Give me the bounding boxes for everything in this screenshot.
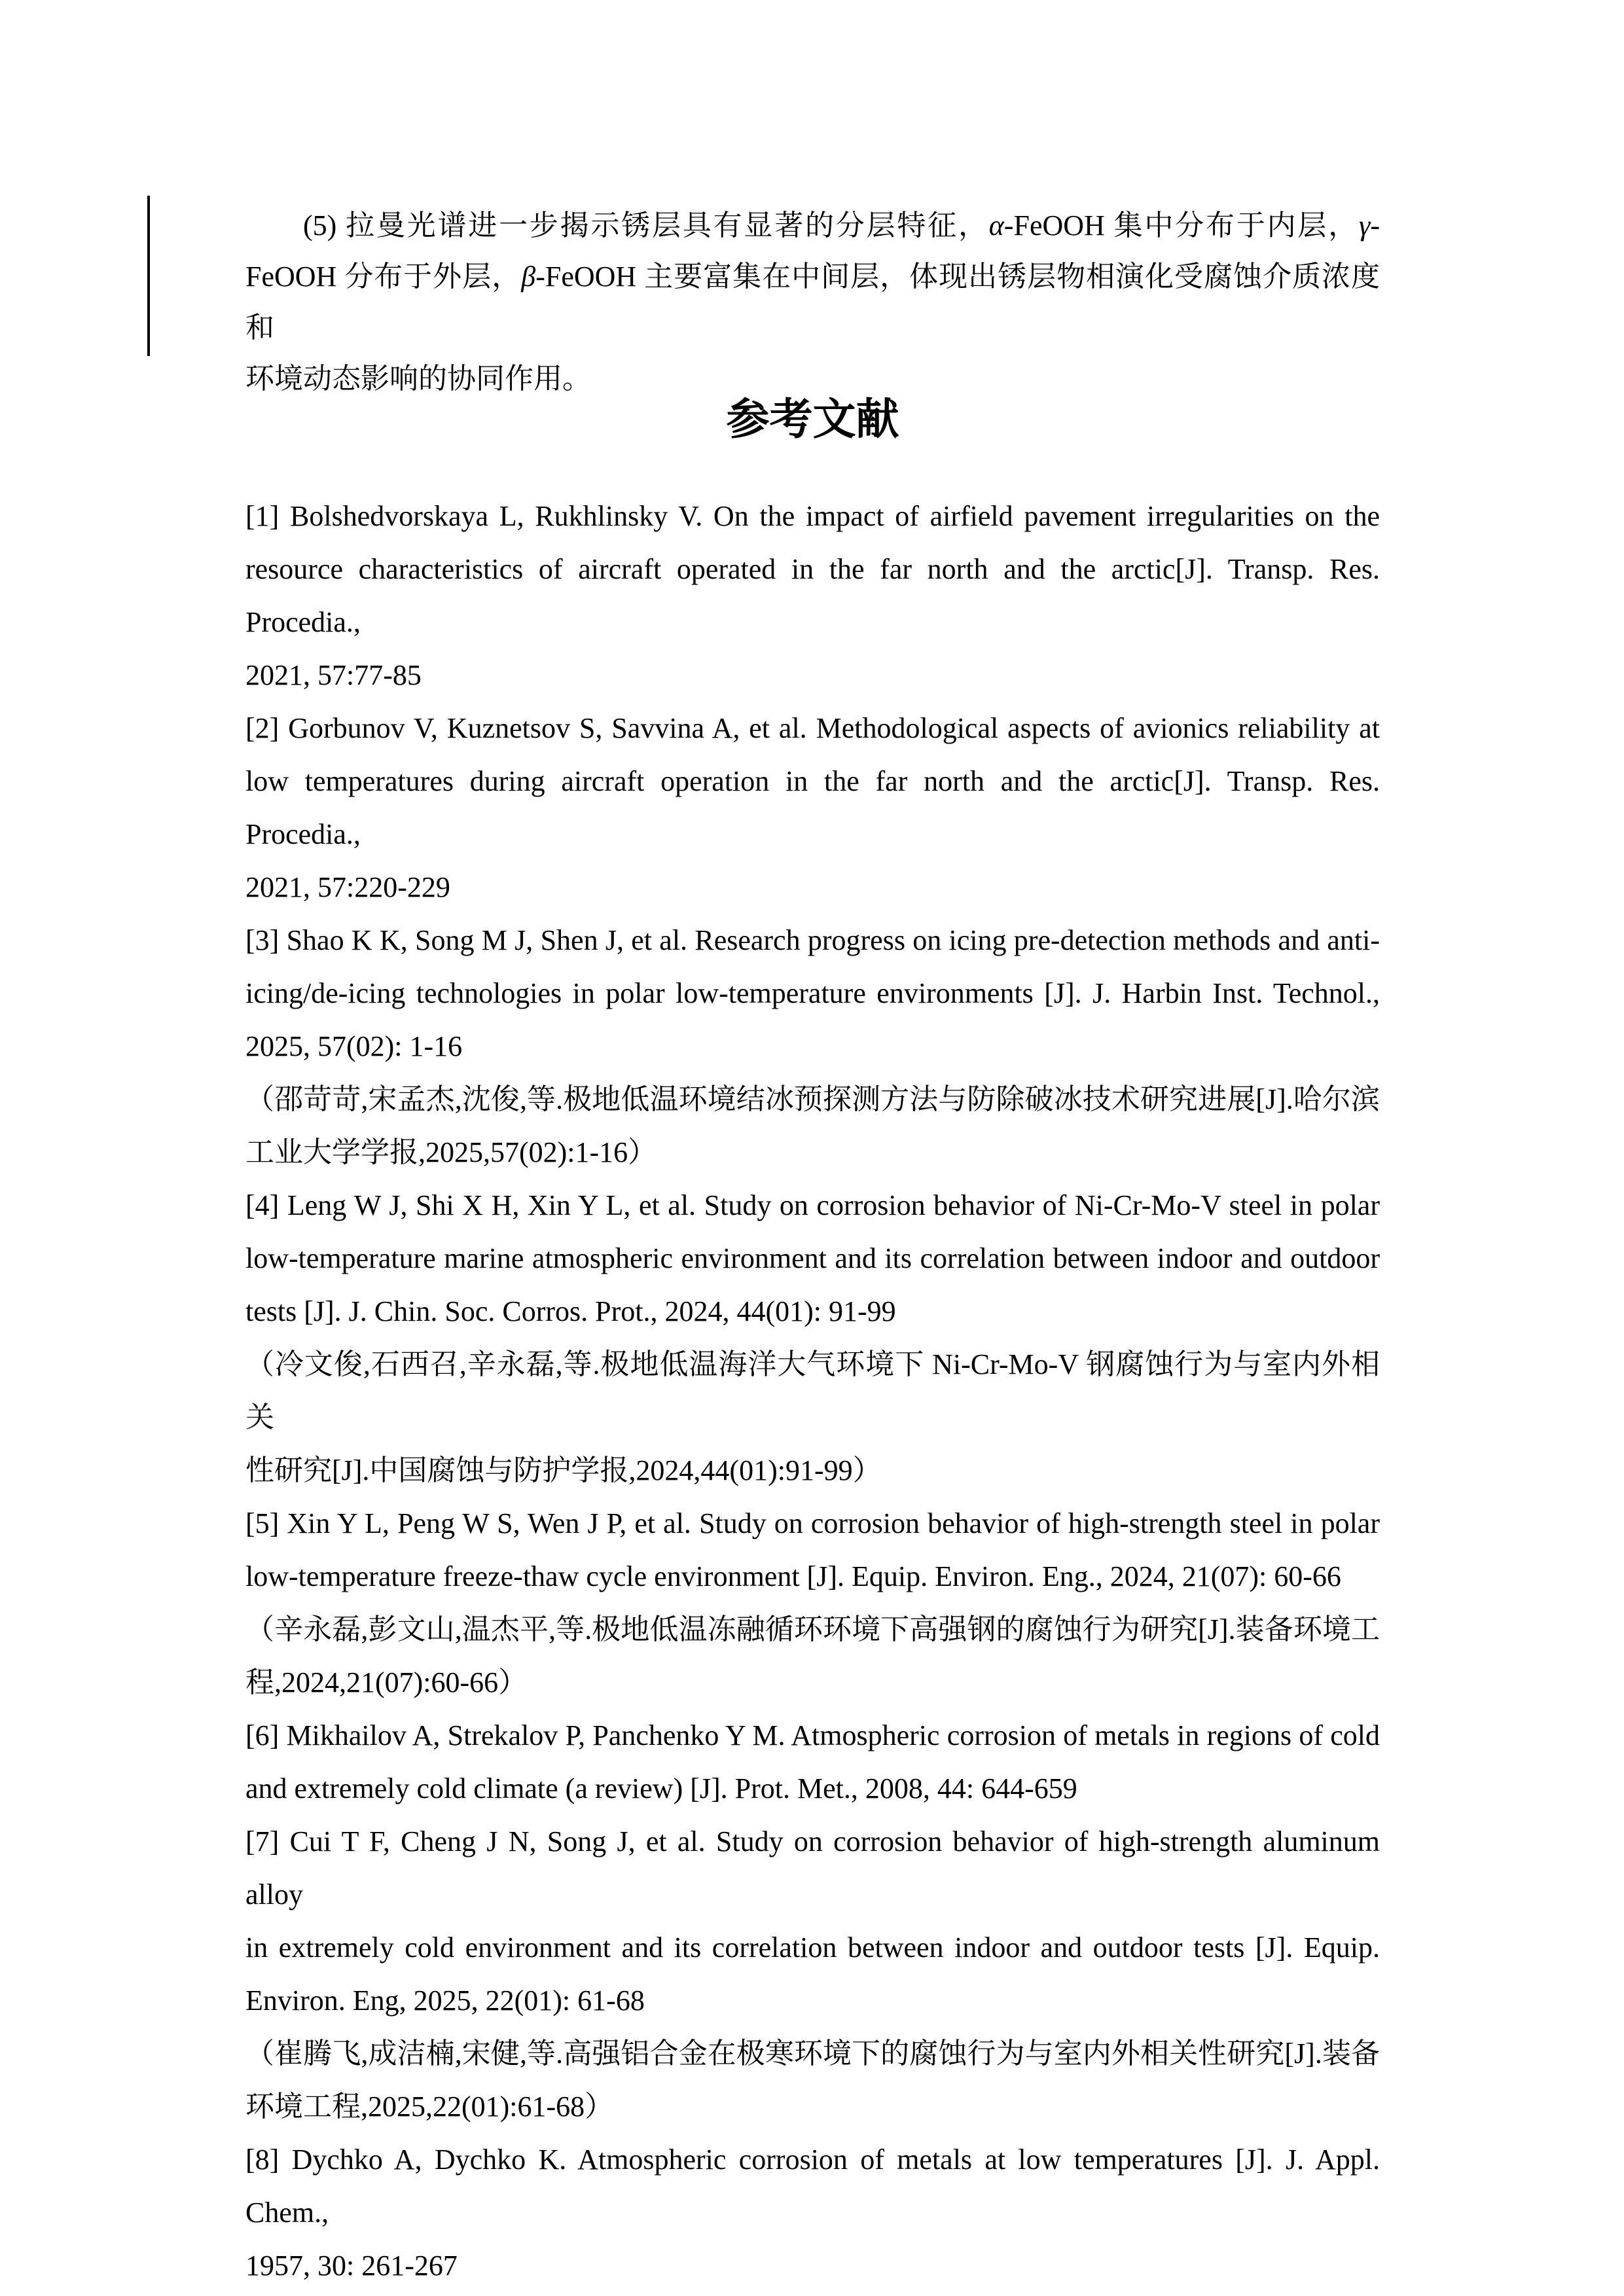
conclusion-paragraph-5 bbox=[245, 200, 1380, 404]
reference-line: [6] Mikhailov A, Strekalov P, Panchenko Y M. Atmospheric corrosion of metals in regions of cold bbox=[245, 1719, 1380, 1751]
reference-line: [3] Shao K K, Song M J, Shen J, et al. Research progress on icing pre-detection methods and anti- bbox=[245, 924, 1380, 956]
reference-line: [2] Gorbunov V, Kuznetsov S, Savvina A, et al. Methodological aspects of avionics reliability at bbox=[245, 712, 1380, 744]
reference-entry bbox=[245, 1815, 1380, 2133]
reference-line: 性研究[J].中国腐蚀与防护学报,2024,44(01):91-99） bbox=[245, 1454, 882, 1486]
reference-line: [4] Leng W J, Shi X H, Xin Y L, et al. Study on corrosion behavior of Ni-Cr-Mo-V steel in polar bbox=[245, 1189, 1380, 1221]
reference-line: 2021, 57:77-85 bbox=[245, 659, 422, 691]
reference-line: 2021, 57:220-229 bbox=[245, 871, 450, 903]
reference-line: [8] Dychko A, Dychko K. Atmospheric corrosion of metals at low temperatures [J]. J. Appl. Chem., bbox=[245, 2144, 1380, 2229]
reference-line: （邵苛苛,宋孟杰,沈俊,等.极地低温环境结冰预探测方法与防除破冰技术研究进展[J].哈尔滨 bbox=[245, 1083, 1380, 1115]
reference-entry bbox=[245, 1179, 1380, 1497]
reference-entry bbox=[245, 914, 1380, 1179]
reference-line: 环境工程,2025,22(01):61-68） bbox=[245, 2090, 614, 2123]
reference-line: （崔腾飞,成洁楠,宋健,等.高强铝合金在极寒环境下的腐蚀行为与室内外相关性研究[J].装备 bbox=[245, 2037, 1380, 2070]
reference-entry bbox=[245, 1709, 1380, 1815]
reference-line: （辛永磊,彭文山,温杰平,等.极地低温冻融循环环境下高强钢的腐蚀行为研究[J].装备环境工 bbox=[245, 1613, 1380, 1645]
reference-entry bbox=[245, 2133, 1380, 2292]
paragraph-line: 环境动态影响的协同作用。 bbox=[245, 363, 591, 395]
paragraph-line: (5) 拉曼光谱进一步揭示锈层具有显著的分层特征，α-FeOOH 集中分布于内层，γ- bbox=[303, 209, 1380, 242]
reference-line: 1957, 30: 261-267 bbox=[245, 2250, 458, 2282]
paragraph-line: FeOOH 分布于外层，β-FeOOH 主要富集在中间层，体现出锈层物相演化受腐蚀介质浓度和 bbox=[245, 260, 1380, 344]
reference-line: in extremely cold environment and its correlation between indoor and outdoor tests [J]. Equip. bbox=[245, 1931, 1380, 1964]
reference-line: low-temperature freeze-thaw cycle environment [J]. Equip. Environ. Eng., 2024, 21(07): 60-66 bbox=[245, 1560, 1341, 1592]
references-heading: 参考文献 bbox=[726, 395, 899, 443]
reference-line: [5] Xin Y L, Peng W S, Wen J P, et al. Study on corrosion behavior of high-strength steel in polar bbox=[245, 1507, 1380, 1539]
reference-line: and extremely cold climate (a review) [J]. Prot. Met., 2008, 44: 644-659 bbox=[245, 1772, 1077, 1804]
reference-line: [7] Cui T F, Cheng J N, Song J, et al. Study on corrosion behavior of high-strength aluminum alloy bbox=[245, 1825, 1380, 1910]
reference-entry bbox=[245, 702, 1380, 914]
reference-line: 工业大学学报,2025,57(02):1-16） bbox=[245, 1136, 657, 1168]
reference-line: icing/de-icing technologies in polar low-temperature environments [J]. J. Harbin Inst. Technol., bbox=[245, 977, 1380, 1009]
reference-entry bbox=[245, 490, 1380, 702]
revision-change-bar bbox=[147, 196, 150, 356]
reference-line: low-temperature marine atmospheric environment and its correlation between indoor and outdoor bbox=[245, 1242, 1380, 1274]
reference-line: [1] Bolshedvorskaya L, Rukhlinsky V. On the impact of airfield pavement irregularities on the bbox=[245, 500, 1380, 532]
reference-line: 程,2024,21(07):60-66） bbox=[245, 1666, 528, 1698]
reference-line: （冷文俊,石西召,辛永磊,等.极地低温海洋大气环境下 Ni-Cr-Mo-V 钢腐蚀行为与室内外相关 bbox=[245, 1348, 1380, 1433]
reference-entry bbox=[245, 1497, 1380, 1709]
reference-line: 2025, 57(02): 1-16 bbox=[245, 1030, 463, 1062]
reference-line: resource characteristics of aircraft operated in the far north and the arctic[J]. Transp. Res. Procedia., bbox=[245, 553, 1380, 638]
references-list bbox=[245, 490, 1380, 2292]
reference-line: low temperatures during aircraft operation in the far north and the arctic[J]. Transp. Res. Procedia., bbox=[245, 765, 1380, 850]
reference-line: tests [J]. J. Chin. Soc. Corros. Prot., 2024, 44(01): 91-99 bbox=[245, 1295, 896, 1327]
reference-line: Environ. Eng, 2025, 22(01): 61-68 bbox=[245, 1984, 645, 2017]
